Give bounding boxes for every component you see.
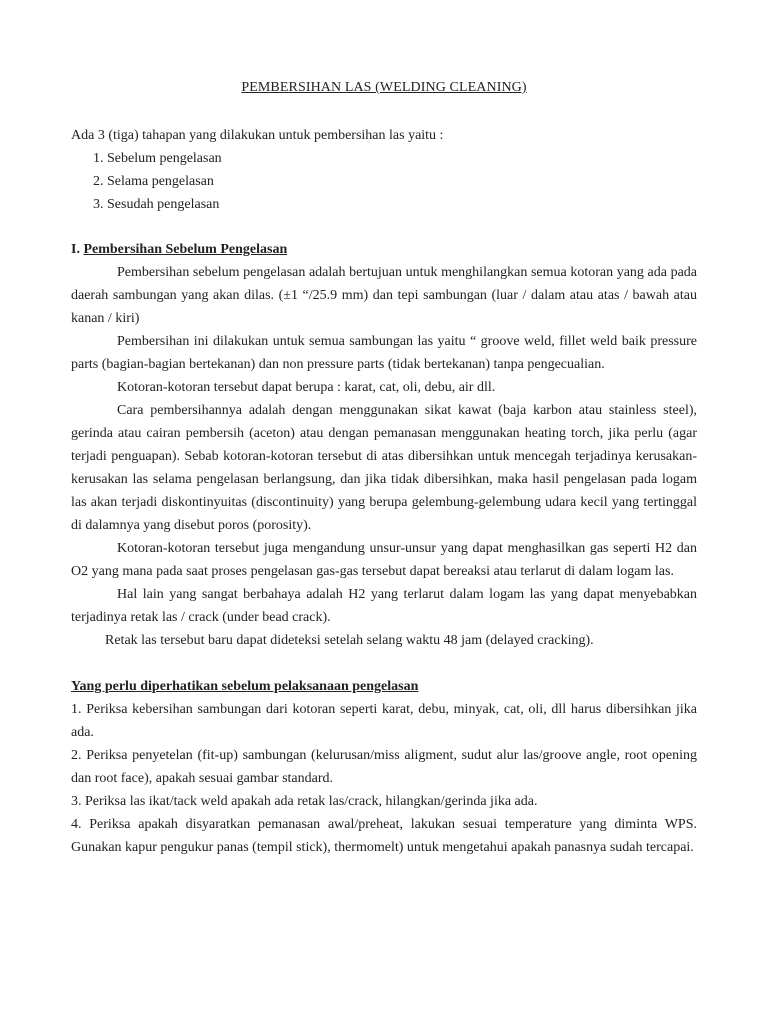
checklist-item: 2. Periksa penyetelan (fit-up) sambungan (kelurusan/miss aligment, sudut alur las/groove angle, root opening dan root face), apakah sesuai gambar standard. [71, 748, 697, 786]
section1-number: I. [71, 242, 84, 257]
stage-item: 3. Sesudah pengelasan [93, 197, 220, 212]
stage-item: 2. Selama pengelasan [93, 174, 214, 189]
document-body [71, 124, 697, 859]
section2-heading-text: Yang perlu diperhatikan sebelum pelaksanaan pengelasan [71, 679, 419, 694]
checklist-item: 3. Periksa las ikat/tack weld apakah ada retak las/crack, hilangkan/gerinda jika ada. [71, 794, 538, 809]
checklist-item: 4. Periksa apakah disyaratkan pemanasan awal/preheat, lakukan sesuai temperature yang diminta WPS. Gunakan kapur pengukur panas (tempil stick), thermomelt) untuk mengetahui apakah panasnya sudah tercapai. [71, 817, 697, 855]
spacer [71, 652, 697, 675]
section1-heading [71, 238, 697, 261]
section1-paragraph: Kotoran-kotoran tersebut dapat berupa : karat, cat, oli, debu, air dll. [117, 380, 496, 395]
section1-paragraph: Kotoran-kotoran tersebut juga mengandung unsur-unsur yang dapat menghasilkan gas seperti H2 dan O2 yang mana pada saat proses pengelasan gas-gas tersebut dapat bereaksi atau terlarut di dalam logam las. [71, 541, 697, 579]
document-title: PEMBERSIHAN LAS (WELDING CLEANING) [241, 80, 527, 95]
section1-paragraph: Hal lain yang sangat berbahaya adalah H2 yang terlarut dalam logam las yang dapat menyebabkan terjadinya retak las / crack (under bead crack). [71, 587, 697, 625]
section1-paragraph: Cara pembersihannya adalah dengan menggunakan sikat kawat (baja karbon atau stainless steel), gerinda atau cairan pembersih (aceton) atau dengan pemanasan menggunakan heating torch, jika perlu (agar terjadi penguapan). Sebab kotoran-kotoran tersebut di atas dibersihkan untuk mencegah terjadinya kerusakan-kerusakan las selama pengelasan berlangsung, dan jika tidak dibersihkan, maka hasil pengelasan pada logam las akan terjadi diskontinyuitas (discontinuity) yang berupa gelembung-gelembung udara kecil yang tertinggal di dalamnya yang disebut poros (porosity). [71, 403, 697, 533]
section2-heading [71, 675, 697, 698]
stage-item: 1. Sebelum pengelasan [93, 151, 222, 166]
spacer [71, 216, 697, 238]
section1-paragraph: Pembersihan sebelum pengelasan adalah bertujuan untuk menghilangkan semua kotoran yang ada pada daerah sambungan yang akan dilas. (±1 “/25.9 mm) dan tepi sambungan (luar / dalam atau atas / bawah atau kanan / kiri) [71, 265, 697, 326]
section1-heading-text: Pembersihan Sebelum Pengelasan [83, 242, 288, 257]
checklist-item: 1. Periksa kebersihan sambungan dari kotoran seperti karat, debu, minyak, cat, oli, dll harus dibersihkan jika ada. [71, 702, 697, 740]
section1-last-paragraph: Retak las tersebut baru dapat dideteksi setelah selang waktu 48 jam (delayed cracking). [105, 633, 594, 648]
intro-text: Ada 3 (tiga) tahapan yang dilakukan untuk pembersihan las yaitu : [71, 128, 444, 143]
section1-paragraph: Pembersihan ini dilakukan untuk semua sambungan las yaitu “ groove weld, fillet weld baik pressure parts (bagian-bagian bertekanan) dan non pressure parts (tidak bertekanan) tanpa pengecualian. [71, 334, 697, 372]
